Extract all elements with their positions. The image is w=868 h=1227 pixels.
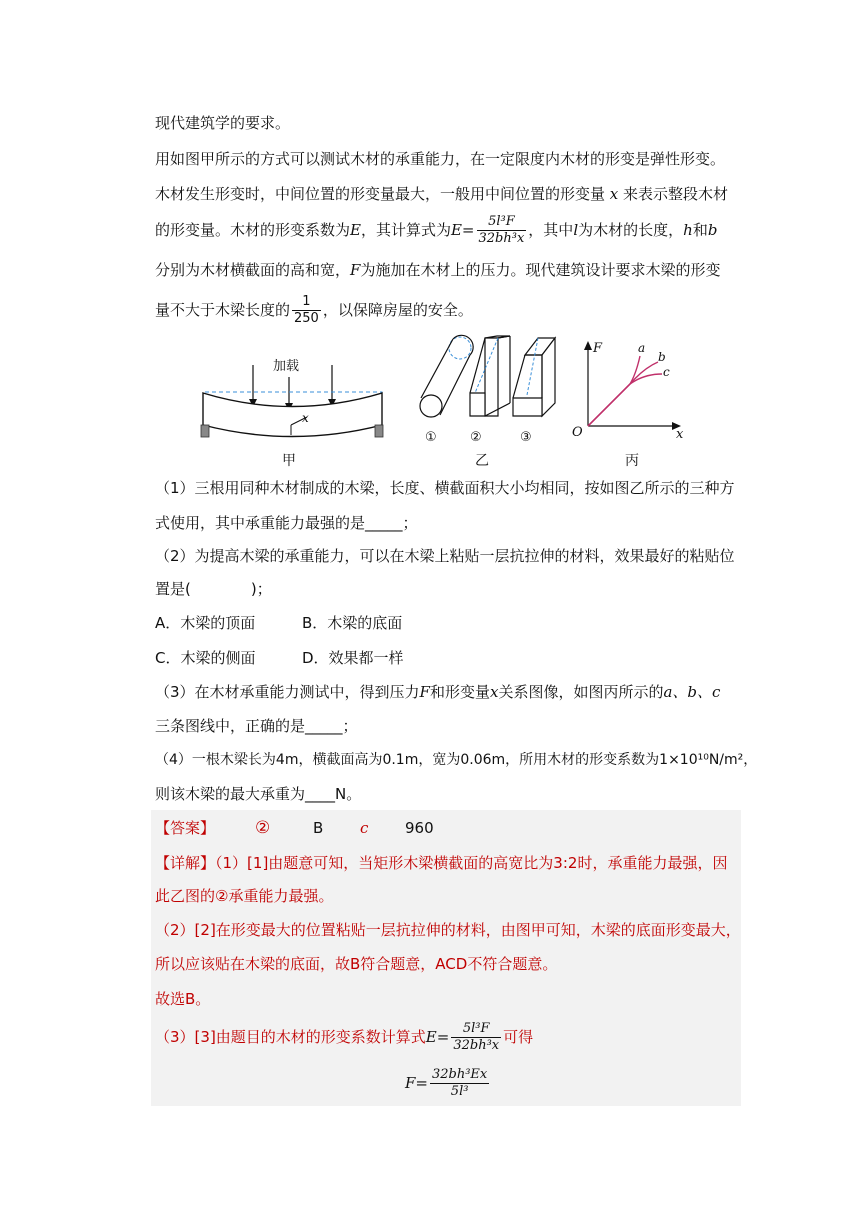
curve-c [588,374,662,426]
paragraph-line-3 [155,214,717,247]
tall-rect-beam [470,336,510,416]
fraction-denominator: 5l³ [450,1084,469,1099]
question-2-line-a: （2）为提高木梁的承重能力，可以在木梁上粘贴一层抗拉伸的材料，效果最好的粘贴位 [155,547,735,565]
option-b: B．木梁的底面 [302,614,403,632]
question-1-line-b: 式使用，其中承重能力最强的是_____； [155,514,418,532]
fraction-numerator: 32bh³Ex [431,1067,488,1082]
wide-rect-beam [513,338,555,416]
deflection-label: x [302,411,309,425]
figure-jia [195,345,390,445]
text-segment: 和 [692,221,708,239]
text-segment: （3）在木材承重能力测试中，得到压力 [155,683,420,701]
text-segment: 关系图像，如图丙所示的 [498,683,664,701]
figure-bing [568,338,688,446]
label-2: ② [470,430,482,445]
text-segment: ，以保障房屋的安全。 [322,301,473,319]
paragraph-line-0: 现代建筑学的要求。 [155,114,291,132]
option-a: A．木梁的顶面 [155,614,256,632]
text-segment: 来表示整段木材 [623,185,729,203]
text-segment: 量不大于木梁长度的 [155,301,291,319]
caption-bing: 丙 [625,453,639,469]
text-segment: 可得 [503,1028,534,1046]
caption-jia: 甲 [282,453,296,469]
label-1: ① [425,430,437,445]
curve-c-label: c [663,365,670,379]
caption-yi: 乙 [475,453,489,469]
formula-fraction [477,214,527,247]
formula-lhs: E= [450,221,475,239]
option-d: D．效果都一样 [302,649,404,667]
answer-line [155,818,434,838]
text-segment: 和形变量 [429,683,490,701]
question-2-line-b: 置是( )； [155,580,272,598]
var-x: x [489,683,499,701]
detail-line-2b: 所以应该贴在木梁的底面，故B符合题意，ACD不符合题意。 [155,955,558,973]
paragraph-line-5 [155,292,473,328]
text-segment: 为施加在木材上的压力。现代建筑设计要求木梁的形变 [360,261,721,279]
fraction-denominator: 32bh³x [453,1038,500,1053]
answer-4: 960 [405,819,434,837]
fraction-numerator: 1 [292,294,321,311]
fraction-numerator: 5l³F [477,214,527,231]
question-4-line-b: 则该木梁的最大承重为____N。 [155,785,362,803]
x-axis-label: x [676,427,684,442]
question-4-line-a: （4）一根木梁长为4m，横截面高为0.1m，宽为0.06m，所用木材的形变系数为1×10¹⁰N/m²， [155,752,758,768]
question-3-line-a [155,682,720,702]
text-segment: 木材发生形变时，中间位置的形变量最大，一般用中间位置的形变量 [155,185,606,203]
text-segment: ，其中 [528,221,574,239]
cylinder-beam [420,335,473,417]
paragraph-line-1: 用如图甲所示的方式可以测试木材的承重能力，在一定限度内木材的形变是弹性形变。 [155,150,726,168]
formula-lhs: E= [425,1028,450,1046]
text-segment: ，其计算式为 [360,221,451,239]
var-h: h [683,221,693,239]
text-segment: （3）[3]由题目的木材的形变系数计算式 [155,1028,426,1046]
text-segment: 为木材的长度， [578,221,684,239]
detail-tag: 【详解】 [155,854,216,872]
origin-label: O [572,425,583,440]
var-x: x [609,185,619,203]
option-c: C．木梁的侧面 [155,649,256,667]
left-support [201,425,209,437]
formula-lhs: F= [405,1074,428,1092]
detail-line-2c: 故选B。 [155,990,211,1008]
curve-names: a、b、c [663,683,721,701]
fraction-numerator: 5l³F [451,1021,501,1038]
curve-a [588,356,640,426]
curve-a-label: a [638,341,646,355]
detail-line-2a: （2）[2]在形变最大的位置粘贴一层抗拉伸的材料，由图甲可知，木梁的底面形变最大， [155,921,741,939]
text-segment: （1）[1]由题意可知，当矩形木梁横截面的高宽比为3:2时，承重能力最强，因 [215,854,728,872]
var-F: F [419,683,430,701]
right-support [375,425,383,437]
figure-yi [415,333,565,445]
y-axis-label: F [593,341,603,356]
detail-line-3a [155,1018,533,1056]
formula-fraction [451,1021,501,1054]
var-b: b [707,221,718,239]
load-label: 加载 [273,359,300,374]
answer-tag: 【答案】 [155,819,216,837]
paragraph-line-2 [155,184,728,204]
text-segment: 分别为木材横截面的高和宽， [155,261,351,279]
label-3: ③ [520,430,532,445]
answer-2: B [313,819,324,837]
detail-line-1b: 此乙图的②承重能力最强。 [155,887,334,905]
var-F: F [350,261,361,279]
fraction-denominator: 250 [294,311,319,326]
detail-line-1a [155,853,727,873]
bent-beam [203,393,382,437]
y-arrow-icon [584,341,592,350]
fraction-denominator: 32bh³x [478,231,525,246]
question-1-line-a: （1）三根用同种木材制成的木梁，长度、横截面积大小均相同，按如图乙所示的三种方 [155,479,735,497]
curve-b-label: b [658,350,666,364]
answer-1: ② [255,818,271,838]
detail-formula-F [405,1063,491,1103]
text-segment: 的形变量。木材的形变系数为 [155,221,351,239]
var-l: l [573,221,579,239]
question-3-line-b: 三条图线中，正确的是_____； [155,717,358,735]
ratio-fraction [292,294,321,327]
paragraph-line-4 [155,260,720,280]
var-E: E [350,221,361,239]
answer-3: c [360,819,369,837]
formula-fraction [430,1067,489,1100]
